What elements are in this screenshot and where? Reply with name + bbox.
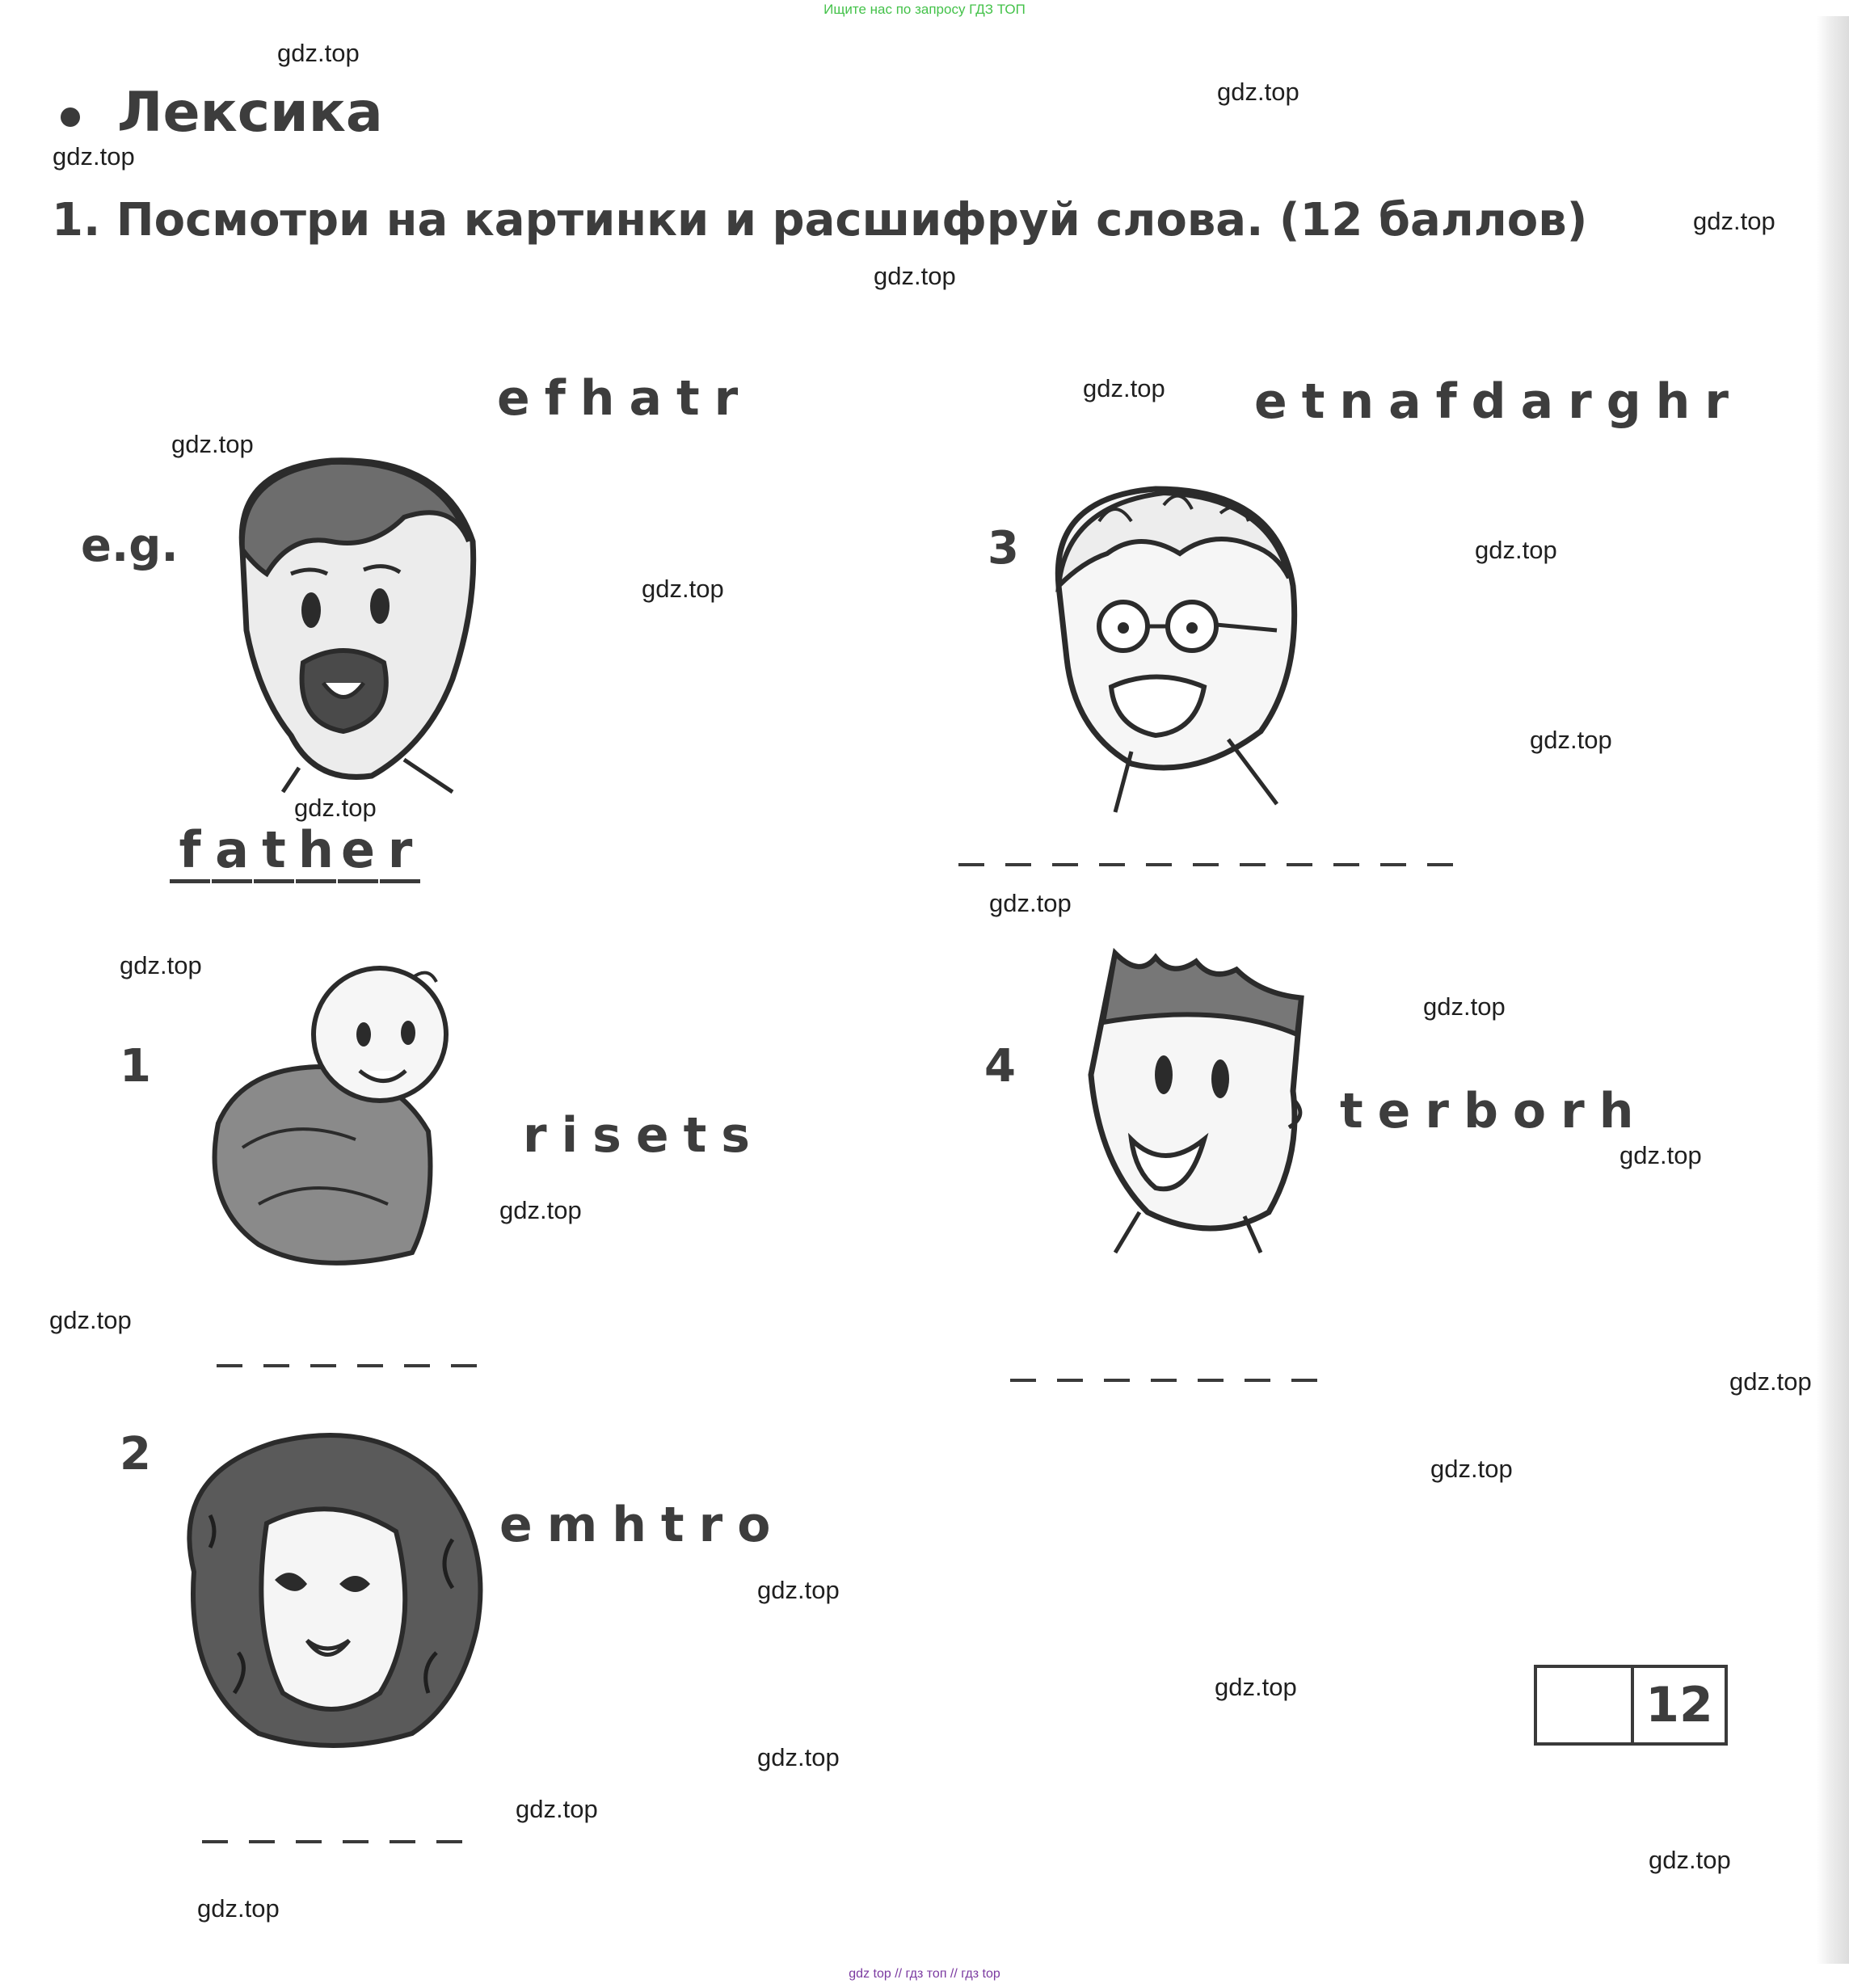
watermark: gdz.top: [989, 889, 1072, 917]
item-label-example: e.g.: [81, 520, 179, 572]
watermark: gdz.top: [642, 575, 724, 603]
watermark: gdz.top: [1729, 1367, 1812, 1396]
scrambled-word-2: emhtro: [499, 1497, 786, 1553]
watermark: gdz.top: [277, 39, 360, 67]
score-box: [1534, 1665, 1728, 1746]
watermark: gdz.top: [1423, 992, 1506, 1021]
watermark: gdz.top: [171, 430, 254, 458]
boy-brother-picture: [1059, 946, 1309, 1253]
top-banner[interactable]: Ищите нас по запросу ГДЗ ТОП: [823, 2, 1026, 17]
answer-blank-2[interactable]: [202, 1840, 462, 1843]
scrambled-word-1: risets: [523, 1107, 764, 1164]
item-number-3: 3: [988, 522, 1019, 575]
answer-blank-1[interactable]: [217, 1364, 477, 1367]
bullet-icon: [61, 107, 80, 127]
answer-letter: r: [380, 820, 420, 883]
watermark: gdz.top: [499, 1196, 582, 1224]
watermark: gdz.top: [1430, 1455, 1513, 1483]
answer-example: [170, 820, 422, 883]
task-title: 1. Посмотри на картинки и расшифруй слова. (12 баллов): [52, 194, 1588, 246]
score-earned-cell[interactable]: [1537, 1668, 1634, 1742]
baby-in-blanket-picture: [194, 962, 469, 1277]
watermark: gdz.top: [1649, 1846, 1731, 1874]
watermark: gdz.top: [1083, 374, 1165, 402]
answer-blank-3[interactable]: [958, 863, 1453, 866]
bearded-father-picture: [210, 453, 501, 792]
bottom-banner[interactable]: gdz top // гдз топ // гдз top: [849, 1967, 1000, 1981]
watermark: gdz.top: [1530, 726, 1612, 754]
item-number-4: 4: [984, 1040, 1016, 1093]
answer-letter: a: [212, 820, 252, 883]
watermark: gdz.top: [120, 951, 202, 979]
item-number-2: 2: [120, 1428, 151, 1480]
watermark: gdz.top: [1217, 78, 1299, 106]
watermark: gdz.top: [197, 1894, 280, 1923]
watermark: gdz.top: [1215, 1673, 1297, 1701]
item-number-1: 1: [120, 1040, 151, 1093]
curly-haired-mother-picture: [162, 1426, 509, 1750]
section-title: Лексика: [117, 81, 383, 145]
watermark: gdz.top: [757, 1576, 840, 1604]
watermark: gdz.top: [1619, 1141, 1702, 1169]
watermark: gdz.top: [1693, 207, 1775, 235]
scrambled-word-3: etnafdarghr: [1254, 373, 1743, 430]
watermark: gdz.top: [874, 262, 956, 290]
answer-letter: t: [254, 820, 294, 883]
watermark: gdz.top: [294, 794, 377, 822]
scrambled-word-4: terborh: [1340, 1083, 1649, 1139]
answer-letter: e: [338, 820, 378, 883]
answer-letter: f: [170, 820, 210, 883]
answer-blank-4[interactable]: [1010, 1379, 1317, 1382]
scrambled-word-example: efhatr: [497, 370, 753, 427]
watermark: gdz.top: [53, 142, 135, 171]
grandfather-with-glasses-picture: [1034, 473, 1309, 812]
page-edge: [1817, 16, 1849, 1964]
answer-letter: h: [296, 820, 336, 883]
watermark: gdz.top: [1475, 536, 1557, 564]
score-max-cell: 12: [1645, 1677, 1713, 1733]
watermark: gdz.top: [516, 1795, 598, 1823]
watermark: gdz.top: [757, 1743, 840, 1771]
watermark: gdz.top: [49, 1306, 132, 1334]
